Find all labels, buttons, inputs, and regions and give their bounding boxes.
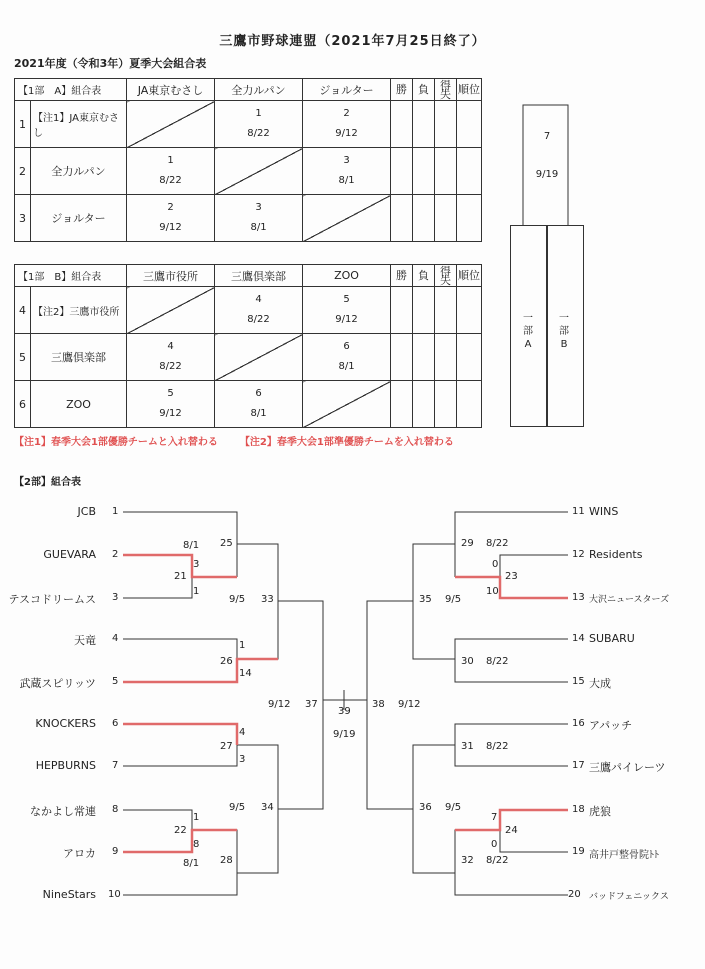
game-date: 9/12 xyxy=(159,408,182,419)
game-score: 0 xyxy=(492,559,499,570)
team-number: 12 xyxy=(572,549,585,560)
game-number: 26 xyxy=(220,656,233,667)
game-date: 8/22 xyxy=(159,361,182,372)
game-number: 5 xyxy=(167,388,174,399)
team-number: 5 xyxy=(112,676,119,687)
row-number: 3 xyxy=(15,195,31,242)
row-number: 4 xyxy=(15,287,31,334)
team-name: 大沢ニュースターズ xyxy=(589,595,670,605)
game-date: 9/5 xyxy=(445,594,462,605)
row-number: 5 xyxy=(15,334,31,381)
game-number: 31 xyxy=(461,741,474,752)
table-a-name: 【1部 A】組合表 xyxy=(15,79,127,101)
row-number: 2 xyxy=(15,148,31,195)
team-name: バッドフェニックス xyxy=(589,892,669,902)
game-number: 2 xyxy=(167,202,174,213)
game-score: 8 xyxy=(193,839,200,850)
col-losses: 負 xyxy=(413,79,435,101)
team-name: GUEVARA xyxy=(43,548,96,561)
row-team: 三鷹倶楽部 xyxy=(31,334,127,381)
team-name: テスコドリームス xyxy=(8,593,96,606)
game-score: 1 xyxy=(193,586,200,597)
team-name: アパッチ xyxy=(589,719,633,732)
game-number: 3 xyxy=(343,155,350,166)
game-number: 4 xyxy=(255,294,262,305)
team-name: 天竜 xyxy=(74,634,96,647)
game-date: 9/5 xyxy=(229,802,246,813)
game-number: 30 xyxy=(461,656,474,667)
note-1: 【注1】春季大会1部優勝チームと入れ替わる xyxy=(14,437,218,448)
game-date: 8/22 xyxy=(486,538,509,549)
game-date: 8/1 xyxy=(338,175,355,186)
game-date: 9/12 xyxy=(268,699,291,710)
team-name: SUBARU xyxy=(589,632,635,645)
table-b-col-team: ZOO xyxy=(303,265,391,287)
row-team: 【注2】三鷹市役所 xyxy=(31,287,127,334)
game-score: 14 xyxy=(239,668,252,679)
game-date: 9/12 xyxy=(335,314,358,325)
team-name: JCB xyxy=(77,505,96,518)
team-name: Residents xyxy=(589,548,643,561)
game-date: 8/1 xyxy=(250,222,267,233)
game-number: 21 xyxy=(174,571,187,582)
team-name: HEPBURNS xyxy=(35,759,96,772)
table-b-col-team: 三鷹倶楽部 xyxy=(215,265,303,287)
team-number: 10 xyxy=(108,889,121,900)
team-name: 三鷹パイレーツ xyxy=(589,761,666,774)
game-number: 33 xyxy=(261,594,274,605)
group-b-label: 一 部 B xyxy=(559,313,569,350)
game-number: 22 xyxy=(174,825,187,836)
team-number: 14 xyxy=(572,633,585,644)
team-name: KNOCKERS xyxy=(35,717,96,730)
game-score: 1 xyxy=(193,812,200,823)
game-score: 7 xyxy=(491,812,498,823)
game-number: 4 xyxy=(167,341,174,352)
game-number: 35 xyxy=(419,594,432,605)
game-date: 9/12 xyxy=(398,699,421,710)
team-number: 3 xyxy=(112,592,119,603)
game-date: 9/5 xyxy=(229,594,246,605)
col-run-diff: 得失 xyxy=(435,79,457,101)
row-number: 6 xyxy=(15,381,31,428)
table-b-col-team: 三鷹市役所 xyxy=(127,265,215,287)
team-name: WINS xyxy=(589,505,619,518)
game-score: 3 xyxy=(193,559,200,570)
game-date: 8/22 xyxy=(486,741,509,752)
game-number: 24 xyxy=(505,825,518,836)
game-number: 3 xyxy=(255,202,262,213)
team-number: 4 xyxy=(112,633,119,644)
game-number: 28 xyxy=(220,855,233,866)
game-date: 9/5 xyxy=(445,802,462,813)
game-date: 8/22 xyxy=(159,175,182,186)
team-number: 11 xyxy=(572,506,585,517)
table-a-col-team: ジョルター xyxy=(303,79,391,101)
game-date: 8/22 xyxy=(486,656,509,667)
game-number: 36 xyxy=(419,802,432,813)
game-number: 6 xyxy=(343,341,350,352)
team-name: 武蔵スピリッツ xyxy=(19,677,96,690)
row-team: ZOO xyxy=(31,381,127,428)
col-rank: 順位 xyxy=(457,79,482,101)
game-score: 10 xyxy=(486,586,499,597)
col-run-diff: 得失 xyxy=(435,265,457,287)
final-game-date: 9/19 xyxy=(333,729,356,740)
team-number: 13 xyxy=(572,592,585,603)
game-number: 25 xyxy=(220,538,233,549)
game-number: 29 xyxy=(461,538,474,549)
game-number: 5 xyxy=(343,294,350,305)
team-number: 19 xyxy=(572,846,585,857)
game-number: 2 xyxy=(343,108,350,119)
note-2: 【注2】春季大会1部準優勝チームを入れ替わる xyxy=(239,437,454,448)
team-name: 高井戸整骨院ﾄﾄ xyxy=(589,850,659,861)
team-name: 大成 xyxy=(589,677,611,690)
game-date: 8/1 xyxy=(183,858,200,869)
team-number: 15 xyxy=(572,676,585,687)
final-game-number: 39 xyxy=(338,706,351,717)
team-number: 8 xyxy=(112,804,119,815)
game-number: 23 xyxy=(505,571,518,582)
final1-game: 7 xyxy=(543,131,551,142)
game-number: 27 xyxy=(220,741,233,752)
row-team: 全力ルパン xyxy=(31,148,127,195)
game-score: 1 xyxy=(239,640,246,651)
page-title: 三鷹市野球連盟（2021年7月25日終了） xyxy=(219,34,486,49)
team-number: 9 xyxy=(112,846,119,857)
team-number: 16 xyxy=(572,718,585,729)
group-a-label: 一 部 A xyxy=(523,313,533,350)
table-b-name: 【1部 B】組合表 xyxy=(15,265,127,287)
col-rank: 順位 xyxy=(457,265,482,287)
game-date: 8/1 xyxy=(183,540,200,551)
game-number: 32 xyxy=(461,855,474,866)
col-wins: 勝 xyxy=(391,79,413,101)
page-subtitle: 2021年度（令和3年）夏季大会組合表 xyxy=(14,57,207,70)
game-date: 9/12 xyxy=(335,128,358,139)
col-wins: 勝 xyxy=(391,265,413,287)
game-date: 8/1 xyxy=(250,408,267,419)
team-number: 6 xyxy=(112,718,119,729)
game-number: 6 xyxy=(255,388,262,399)
game-date: 8/22 xyxy=(247,128,270,139)
game-number: 34 xyxy=(261,802,274,813)
team-number: 20 xyxy=(568,889,581,900)
game-score: 0 xyxy=(491,839,498,850)
section2-title: 【2部】組合表 xyxy=(14,477,81,488)
row-team: 【注1】JA東京むさし xyxy=(31,101,127,148)
team-name: アロカ xyxy=(63,847,96,860)
game-date: 9/12 xyxy=(159,222,182,233)
final1-date: 9/19 xyxy=(535,169,559,180)
team-number: 2 xyxy=(112,549,119,560)
team-number: 1 xyxy=(112,506,119,517)
game-number: 38 xyxy=(372,699,385,710)
game-date: 8/22 xyxy=(247,314,270,325)
row-team: ジョルター xyxy=(31,195,127,242)
game-score: 4 xyxy=(239,727,246,738)
row-number: 1 xyxy=(15,101,31,148)
game-date: 8/1 xyxy=(338,361,355,372)
game-number: 1 xyxy=(255,108,262,119)
game-number: 37 xyxy=(305,699,318,710)
table-a-col-team: JA東京むさし xyxy=(127,79,215,101)
team-name: 虎狼 xyxy=(589,805,611,818)
col-losses: 負 xyxy=(413,265,435,287)
game-number: 1 xyxy=(167,155,174,166)
team-number: 17 xyxy=(572,760,585,771)
game-date: 8/22 xyxy=(486,855,509,866)
team-number: 18 xyxy=(572,804,585,815)
team-number: 7 xyxy=(112,760,119,771)
game-score: 3 xyxy=(239,754,246,765)
table-a-col-team: 全力ルパン xyxy=(215,79,303,101)
team-name: NineStars xyxy=(42,888,96,901)
team-name: なかよし常連 xyxy=(30,805,96,818)
